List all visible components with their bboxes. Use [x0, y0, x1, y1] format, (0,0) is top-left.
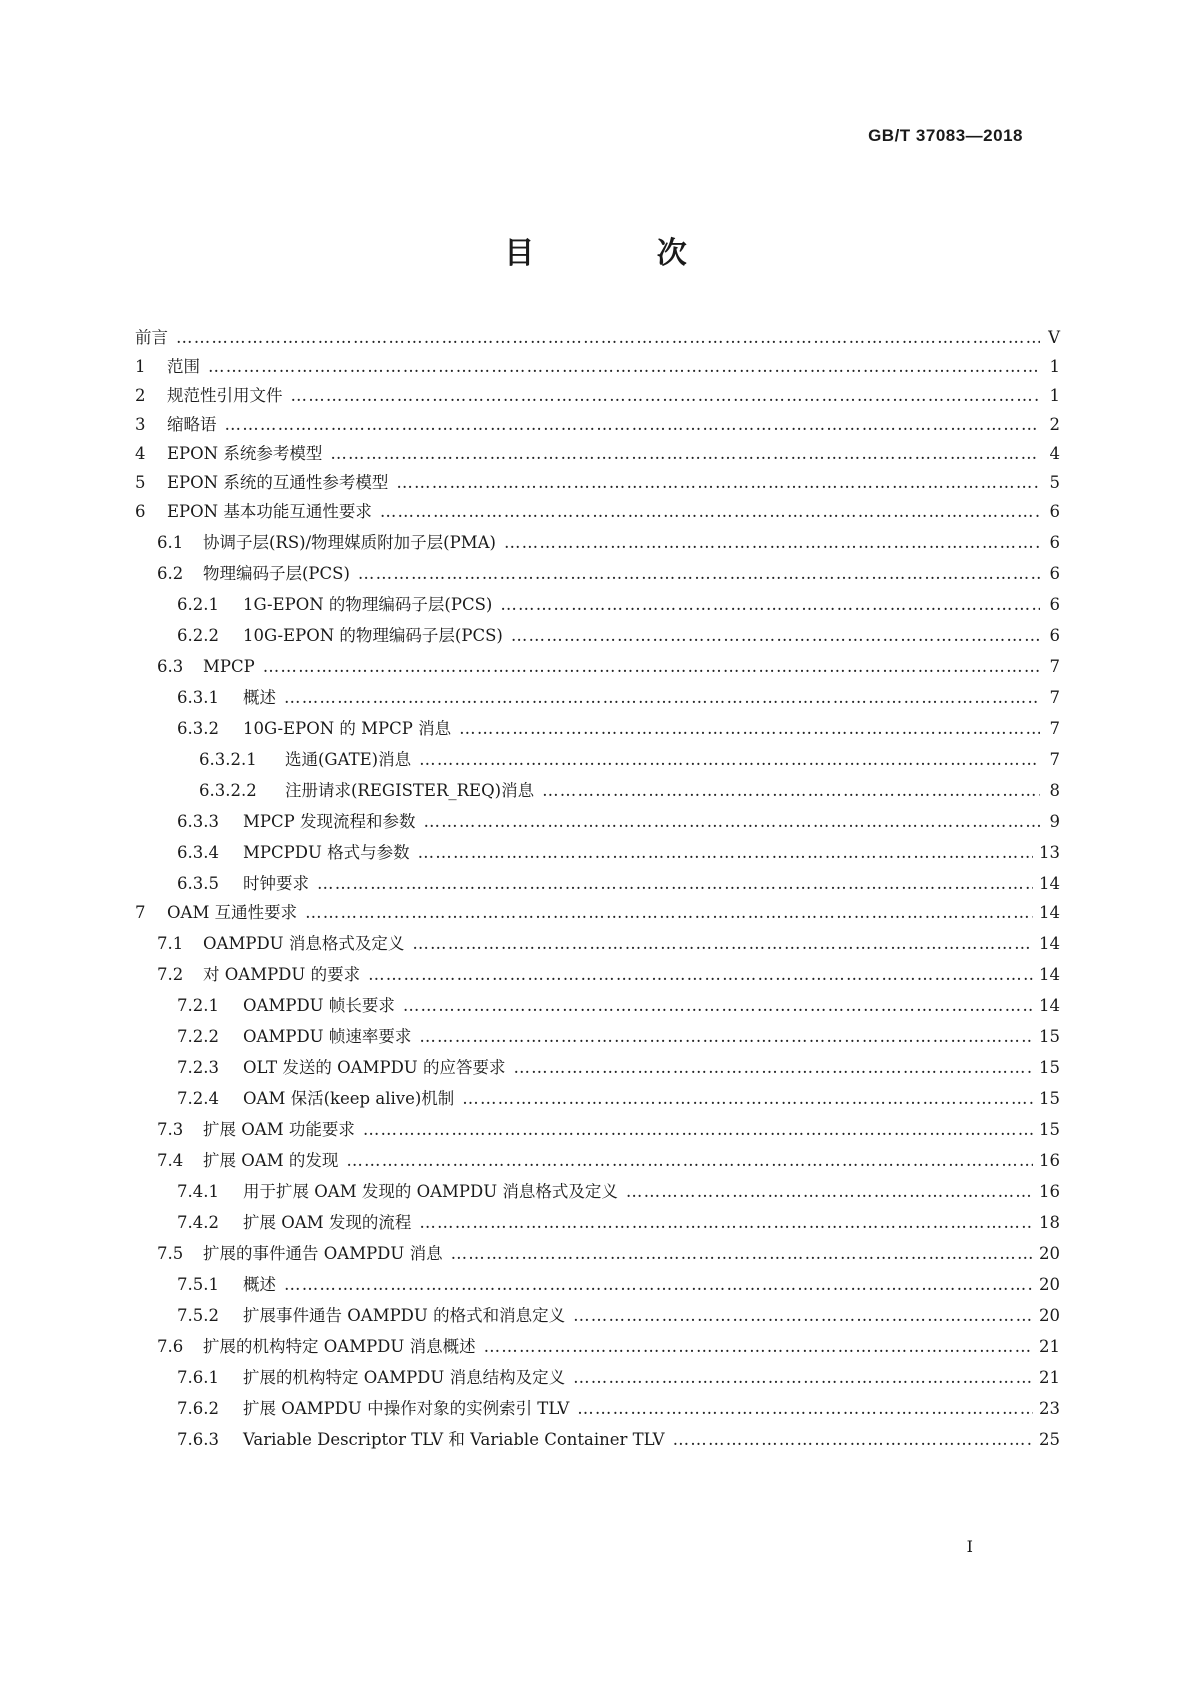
toc-entry-title: 缩略语	[167, 415, 217, 434]
toc-entry-number: 7.2.3	[177, 1058, 219, 1077]
standard-code: GB/T 37083—2018	[868, 126, 1023, 145]
dot-leader	[511, 626, 1040, 646]
toc-entry[interactable]	[135, 502, 1060, 522]
toc-entry-title: 注册请求(REGISTER_REQ)消息	[285, 781, 535, 800]
dot-leader	[368, 965, 1033, 985]
toc-entry-number: 7.4.1	[177, 1182, 219, 1201]
toc-entry-title: 扩展 OAMPDU 中操作对象的实例索引 TLV	[243, 1399, 570, 1418]
toc-entry-page: 20	[1039, 1244, 1060, 1263]
toc-entry[interactable]	[135, 1151, 1060, 1171]
dot-leader	[284, 1275, 1033, 1295]
toc-entry-number: 6.3.5	[177, 874, 219, 893]
toc-entry-number: 7.2.2	[177, 1027, 219, 1046]
dot-leader	[380, 502, 1040, 522]
dot-leader	[176, 328, 1040, 348]
toc-entry-number: 5	[135, 473, 146, 492]
toc-entry-title: 时钟要求	[243, 874, 309, 893]
toc-entry-page: 6	[1049, 564, 1060, 583]
toc-entry-page: 6	[1049, 502, 1060, 521]
toc-entry-number: 1	[135, 357, 146, 376]
dot-leader	[412, 934, 1033, 954]
toc-entry[interactable]	[135, 1120, 1060, 1140]
toc-entry-page: 6	[1049, 626, 1060, 645]
toc-entry[interactable]	[135, 1213, 1060, 1233]
toc-entry-number: 7.5	[157, 1244, 184, 1263]
toc-entry-title: 协调子层(RS)/物理媒质附加子层(PMA)	[203, 533, 496, 552]
toc-entry-title: OAMPDU 帧长要求	[243, 996, 395, 1015]
table-of-contents	[135, 328, 1060, 1450]
toc-entry-page: 20	[1039, 1275, 1060, 1294]
toc-entry-title: 概述	[243, 688, 276, 707]
toc-entry[interactable]	[135, 1368, 1060, 1388]
toc-entry[interactable]	[135, 564, 1060, 584]
dot-leader	[291, 386, 1041, 406]
dot-leader	[317, 874, 1033, 894]
page-title: 目 次	[504, 236, 743, 271]
toc-entry-number: 7.5.2	[177, 1306, 219, 1325]
toc-entry-page: 13	[1039, 843, 1060, 862]
toc-entry-page: 15	[1039, 1089, 1060, 1108]
toc-entry[interactable]	[135, 328, 1060, 348]
toc-entry[interactable]	[135, 1306, 1060, 1326]
toc-entry-number: 7.3	[157, 1120, 184, 1139]
dot-leader	[419, 1027, 1033, 1047]
toc-entry-title: 规范性引用文件	[167, 386, 283, 405]
toc-entry-page: 15	[1039, 1120, 1060, 1139]
toc-entry-page: 7	[1049, 719, 1060, 738]
toc-entry-title: 扩展的机构特定 OAMPDU 消息结构及定义	[243, 1368, 566, 1387]
toc-entry[interactable]	[135, 473, 1060, 493]
toc-entry[interactable]	[135, 386, 1060, 406]
dot-leader	[573, 1368, 1033, 1388]
toc-entry[interactable]	[135, 1399, 1060, 1419]
toc-entry-title: 10G-EPON 的 MPCP 消息	[243, 719, 452, 738]
toc-entry-number: 7.4.2	[177, 1213, 219, 1232]
toc-entry[interactable]	[135, 812, 1060, 832]
toc-entry[interactable]	[135, 1058, 1060, 1078]
dot-leader	[346, 1151, 1033, 1171]
dot-leader	[305, 903, 1033, 923]
toc-entry[interactable]	[135, 444, 1060, 464]
toc-entry[interactable]	[135, 1275, 1060, 1295]
toc-entry[interactable]	[135, 781, 1060, 801]
dot-leader	[363, 1120, 1033, 1140]
toc-entry-number: 6.2	[157, 564, 184, 583]
toc-entry-number: 6.3.2	[177, 719, 219, 738]
toc-entry-title: EPON 系统的互通性参考模型	[167, 473, 389, 492]
toc-entry-title: 前言	[135, 328, 168, 347]
toc-entry-title: MPCP 发现流程和参数	[243, 812, 416, 831]
toc-entry-title: EPON 基本功能互通性要求	[167, 502, 372, 521]
toc-entry-title: 物理编码子层(PCS)	[203, 564, 350, 583]
toc-entry-page: 14	[1039, 903, 1060, 922]
toc-entry-title: EPON 系统参考模型	[167, 444, 323, 463]
toc-entry-number: 7.5.1	[177, 1275, 219, 1294]
toc-entry-number: 3	[135, 415, 146, 434]
toc-entry-title: OAM 互通性要求	[167, 903, 298, 922]
dot-leader	[208, 357, 1040, 377]
toc-entry[interactable]	[135, 415, 1060, 435]
dot-leader	[358, 564, 1040, 584]
toc-entry-title: 扩展事件通告 OAMPDU 的格式和消息定义	[243, 1306, 566, 1325]
toc-entry-page: Ⅴ	[1048, 328, 1060, 347]
toc-entry-page: 14	[1039, 874, 1060, 893]
toc-entry[interactable]	[135, 750, 1060, 770]
toc-entry-page: 7	[1049, 657, 1060, 676]
toc-entry-title: 范围	[167, 357, 200, 376]
toc-entry-page: 1	[1049, 357, 1060, 376]
dot-leader	[626, 1182, 1033, 1202]
toc-entry[interactable]	[135, 996, 1060, 1016]
dot-leader	[459, 719, 1040, 739]
toc-entry[interactable]	[135, 595, 1060, 615]
toc-entry[interactable]	[135, 357, 1060, 377]
dot-leader	[513, 1058, 1033, 1078]
page-number: Ⅰ	[966, 1537, 973, 1556]
toc-entry-title: 对 OAMPDU 的要求	[203, 965, 361, 984]
toc-entry-number: 7.6.3	[177, 1430, 219, 1449]
toc-entry-title: OAMPDU 消息格式及定义	[203, 934, 405, 953]
toc-entry-page: 6	[1049, 595, 1060, 614]
dot-leader	[423, 812, 1040, 832]
toc-entry-number: 6.3.2.1	[199, 750, 257, 769]
toc-entry-number: 6.2.1	[177, 595, 219, 614]
toc-entry-page: 16	[1039, 1151, 1060, 1170]
toc-entry-title: Variable Descriptor TLV 和 Variable Container TLV	[243, 1430, 665, 1449]
toc-entry-title: OAMPDU 帧速率要求	[243, 1027, 412, 1046]
toc-entry-title: 扩展 OAM 的发现	[203, 1151, 339, 1170]
dot-leader	[451, 1244, 1033, 1264]
toc-entry-title: 用于扩展 OAM 发现的 OAMPDU 消息格式及定义	[243, 1182, 618, 1201]
toc-entry-page: 14	[1039, 965, 1060, 984]
toc-entry-number: 6.2.2	[177, 626, 219, 645]
toc-entry-page: 8	[1049, 781, 1060, 800]
toc-entry[interactable]	[135, 533, 1060, 553]
toc-entry[interactable]	[135, 903, 1060, 923]
toc-entry[interactable]	[135, 1430, 1060, 1450]
toc-entry-page: 16	[1039, 1182, 1060, 1201]
toc-entry[interactable]	[135, 657, 1060, 677]
toc-entry-number: 6.3.1	[177, 688, 219, 707]
toc-entry-page: 14	[1039, 996, 1060, 1015]
dot-leader	[419, 750, 1040, 770]
toc-entry-number: 6.1	[157, 533, 184, 552]
dot-leader	[462, 1089, 1033, 1109]
dot-leader	[284, 688, 1040, 708]
toc-entry-title: MPCP	[203, 657, 255, 676]
dot-leader	[542, 781, 1040, 801]
dot-leader	[418, 843, 1033, 863]
toc-entry[interactable]	[135, 1337, 1060, 1357]
toc-entry-number: 7.6.2	[177, 1399, 219, 1418]
toc-entry-number: 7.2	[157, 965, 184, 984]
toc-entry-page: 5	[1049, 473, 1060, 492]
toc-entry[interactable]	[135, 626, 1060, 646]
dot-leader	[577, 1399, 1033, 1419]
toc-entry-number: 6	[135, 502, 146, 521]
toc-entry-page: 21	[1039, 1368, 1060, 1387]
toc-entry[interactable]	[135, 965, 1060, 985]
toc-entry[interactable]	[135, 843, 1060, 863]
toc-entry[interactable]	[135, 1027, 1060, 1047]
toc-entry-page: 23	[1039, 1399, 1060, 1418]
toc-entry-title: OAM 保活(keep alive)机制	[243, 1089, 455, 1108]
toc-entry-number: 7.6	[157, 1337, 184, 1356]
toc-entry-page: 6	[1049, 533, 1060, 552]
toc-entry-page: 7	[1049, 688, 1060, 707]
toc-entry-page: 7	[1049, 750, 1060, 769]
toc-entry-title: 10G-EPON 的物理编码子层(PCS)	[243, 626, 503, 645]
toc-entry-page: 20	[1039, 1306, 1060, 1325]
toc-entry-page: 1	[1049, 386, 1060, 405]
toc-entry[interactable]	[135, 934, 1060, 954]
dot-leader	[573, 1306, 1033, 1326]
toc-entry-page: 9	[1049, 812, 1060, 831]
dot-leader	[396, 473, 1040, 493]
dot-leader	[263, 657, 1040, 677]
toc-entry-number: 7.6.1	[177, 1368, 219, 1387]
toc-entry[interactable]	[135, 688, 1060, 708]
toc-entry-number: 2	[135, 386, 146, 405]
dot-leader	[500, 595, 1040, 615]
toc-entry[interactable]	[135, 1244, 1060, 1264]
dot-leader	[419, 1213, 1033, 1233]
dot-leader	[504, 533, 1040, 553]
toc-entry-title: 概述	[243, 1275, 276, 1294]
toc-entry-page: 4	[1049, 444, 1060, 463]
toc-entry[interactable]	[135, 1182, 1060, 1202]
toc-entry-title: 扩展 OAM 功能要求	[203, 1120, 355, 1139]
toc-entry-page: 15	[1039, 1027, 1060, 1046]
toc-entry[interactable]	[135, 719, 1060, 739]
toc-entry[interactable]	[135, 874, 1060, 894]
toc-entry-number: 7.4	[157, 1151, 184, 1170]
toc-entry-number: 6.3	[157, 657, 184, 676]
dot-leader	[403, 996, 1033, 1016]
toc-entry-title: 1G-EPON 的物理编码子层(PCS)	[243, 595, 493, 614]
toc-entry-title: MPCPDU 格式与参数	[243, 843, 410, 862]
toc-entry-number: 7.1	[157, 934, 184, 953]
dot-leader	[484, 1337, 1033, 1357]
toc-entry-number: 6.3.2.2	[199, 781, 257, 800]
toc-entry-number: 7.2.1	[177, 996, 219, 1015]
toc-entry-number: 4	[135, 444, 146, 463]
toc-entry-page: 2	[1049, 415, 1060, 434]
toc-entry-page: 21	[1039, 1337, 1060, 1356]
dot-leader	[225, 415, 1041, 435]
dot-leader	[673, 1430, 1033, 1450]
toc-entry-page: 14	[1039, 934, 1060, 953]
toc-entry-page: 18	[1039, 1213, 1060, 1232]
toc-entry-number: 7.2.4	[177, 1089, 219, 1108]
toc-entry-page: 15	[1039, 1058, 1060, 1077]
toc-entry-title: 扩展的机构特定 OAMPDU 消息概述	[203, 1337, 476, 1356]
toc-entry-number: 7	[135, 903, 146, 922]
toc-entry-title: 选通(GATE)消息	[285, 750, 412, 769]
toc-entry-title: OLT 发送的 OAMPDU 的应答要求	[243, 1058, 506, 1077]
toc-entry-number: 6.3.3	[177, 812, 219, 831]
toc-entry-number: 6.3.4	[177, 843, 219, 862]
toc-entry-page: 25	[1039, 1430, 1060, 1449]
toc-entry-title: 扩展 OAM 发现的流程	[243, 1213, 412, 1232]
dot-leader	[330, 444, 1040, 464]
toc-entry[interactable]	[135, 1089, 1060, 1109]
toc-entry-title: 扩展的事件通告 OAMPDU 消息	[203, 1244, 443, 1263]
